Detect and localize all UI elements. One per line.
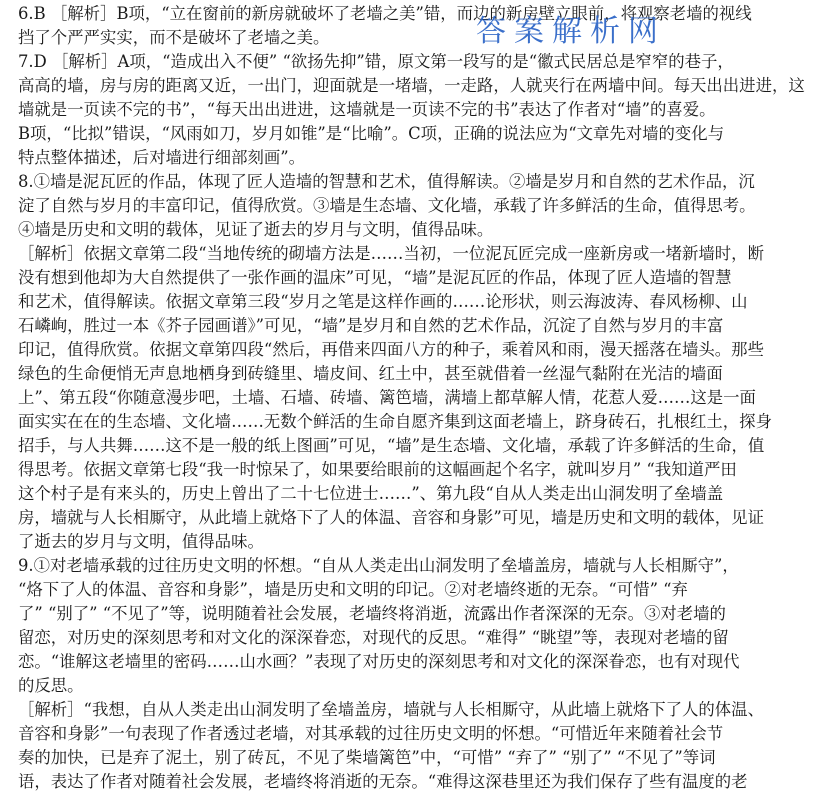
text-line: B项，“比拟”错误，“风雨如刀，岁月如锥”是“比喻”。C项，正确的说法应为“文章先对墙的变化与	[18, 124, 725, 143]
text-line: ④墙是历史和文明的载体，见证了逝去的岁月与文明，值得品味。	[18, 220, 494, 239]
text-line: 这个村子是有来头的，历史上曾出了二十七位进士……”、第九段“自从人类走出山洞发明了垒墙盖	[18, 484, 724, 503]
text-line: 墙就是一页读不完的书”，“每天出出进进，这墙就是一页读不完的书”表达了作者对“墙”的喜爱。	[18, 100, 716, 119]
text-line: 没有想到他却为大自然提供了一张作画的温床”可见，“墙”是泥瓦匠的作品，体现了匠人造墙的智慧	[18, 268, 732, 287]
text-line: 的反思。	[18, 676, 84, 695]
text-line: 和艺术，值得解读。依据文章第三段“岁月之笔是这样作画的……论形状，则云海波涛、春风杨柳、山	[18, 292, 748, 311]
text-line: 7.D ［解析］A项，“造成出入不便” “欲扬先抑”错，原文第一段写的是“徽式民居总是窄窄的巷子，	[18, 52, 734, 71]
text-line: 印记，值得欣赏。依据文章第四段“然后，再借来四面八方的种子，乘着风和雨，漫天摇落在墙头。那些	[18, 340, 764, 359]
text-line: 房，墙就与人长相厮守，从此墙上就烙下了人的体温、音容和身影”可见，墙是历史和文明的载体，见证	[18, 508, 764, 527]
text-line: 石嶙峋，胜过一本《芥子园画谱》”可见，“墙”是岁月和自然的艺术作品，沉淀了自然与岁月的丰富	[18, 316, 724, 335]
text-line: 特点整体描述，后对墙进行细部刻画”。	[18, 148, 306, 167]
text-line: 语，表达了作者对随着社会发展，老墙终将消逝的无奈。“难得这深巷里还为我们保存了些有温度的老	[18, 772, 748, 791]
text-line: ［解析］“我想，自从人类走出山洞发明了垒墙盖房，墙就与人长相厮守，从此墙上就烙下了人的体温、	[18, 700, 764, 719]
site-watermark: 答案解析网	[476, 14, 666, 49]
text-line: “烙下了人的体温、音容和身影”，墙是历史和文明的印记。②对老墙终逝的无奈。“可惜” “弃	[18, 580, 688, 599]
text-line: 6.B ［解析］B项，“立在窗前的新房就破坏了老墙之美”错，而边的新房壁立眼前，将观察老墙的视线	[18, 4, 752, 23]
text-line: 留恋，对历史的深刻思考和对文化的深深眷恋，对现代的反思。“难得” “眺望”等，表现对老墙的留	[18, 628, 729, 647]
text-line: 了” “别了” “不见了”等，说明随着社会发展，老墙终将消逝，流露出作者深深的无奈。③对老墙的	[18, 604, 726, 623]
text-line: 了逝去的岁月与文明，值得品味。	[18, 532, 264, 551]
text-line: 奏的加快，已是弃了泥土，别了砖瓦，不见了柴墙篱笆”中，“可惜” “弃了” “别了” “不见了”等词	[18, 748, 716, 767]
text-line: 挡了个严严实实，而不是破坏了老墙之美。	[18, 28, 330, 47]
text-line: 得思考。依据文章第七段“我一时惊呆了，如果要给眼前的这幅画起个名字，就叫岁月” “我知道严田	[18, 460, 737, 479]
text-line: ［解析］依据文章第二段“当地传统的砌墙方法是……当初，一位泥瓦匠完成一座新房或一堵新墙时，断	[18, 244, 764, 263]
text-line: 招手，与人共舞……这不是一般的纸上图画”可见，“墙”是生态墙、文化墙，承载了许多鲜活的生命，值	[18, 436, 765, 455]
text-line: 音容和身影”一句表现了作者透过老墙，对其承载的过往历史文明的怀想。“可惜近年来随着社会节	[18, 724, 724, 743]
text-line: 8.①墙是泥瓦匠的作品，体现了匠人造墙的智慧和艺术，值得解读。②墙是岁月和自然的艺术作品，沉	[18, 172, 755, 191]
text-line: 高高的墙，房与房的距离又近，一出门，迎面就是一堵墙，一走路，人就夹行在两墙中间。每天出出进进，这	[18, 76, 805, 95]
text-line: 上”、第五段“你随意漫步吧，土墙、石墙、砖墙、篱笆墙，满墙上都草解人情，花惹人爱……这是一面	[18, 388, 756, 407]
text-line: 绿色的生命便悄无声息地栖身到砖缝里、墙皮间、红土中，甚至就借着一丝湿气黏附在光洁的墙面	[18, 364, 723, 383]
text-line: 9.①对老墙承载的过往历史文明的怀想。“自从人类走出山洞发明了垒墙盖房，墙就与人长相厮守”，	[18, 556, 739, 575]
text-line: 面实实在在的生态墙、文化墙……无数个鲜活的生命自愿齐集到这面老墙上，跻身砖石，扎根红土，探身	[18, 412, 772, 431]
text-line: 恋。“谁解这老墙里的密码……山水画？”表现了对历史的深刻思考和对文化的深深眷恋，也有对现代	[18, 652, 740, 671]
text-line: 淀了自然与岁月的丰富印记，值得欣赏。③墙是生态墙、文化墙，承载了许多鲜活的生命，值得思考。	[18, 196, 756, 215]
